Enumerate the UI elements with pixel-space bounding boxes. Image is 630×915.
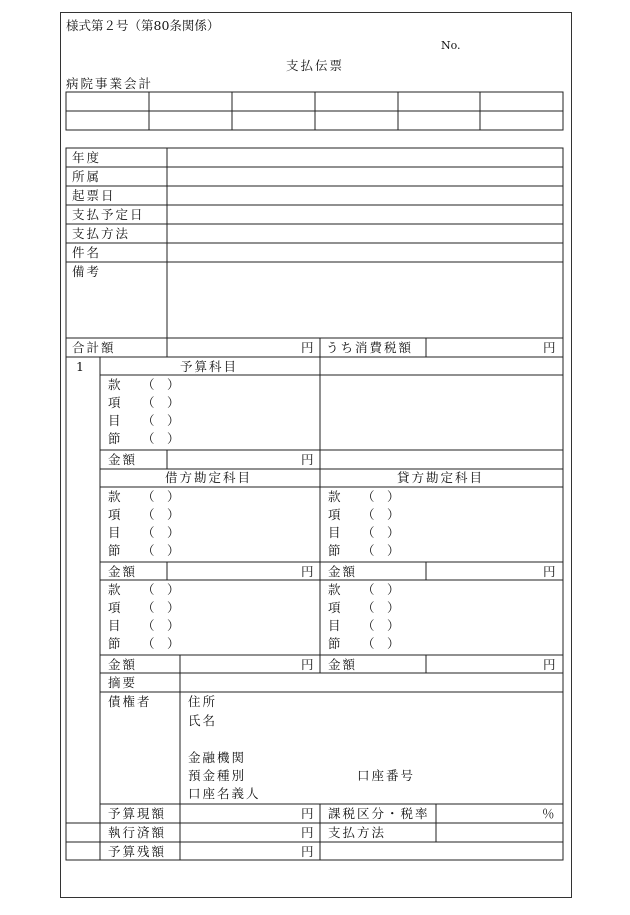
total-yen-unit: 円: [301, 340, 314, 355]
debit-heading: 借方勘定科目: [165, 470, 253, 485]
credit1-kan-label: 款: [328, 489, 341, 504]
remarks-label: 備考: [72, 264, 102, 279]
creditor-address-label: 住所: [188, 694, 218, 709]
debit1-yen-unit: 円: [301, 564, 314, 579]
credit1-kan-paren: （ ）: [362, 489, 400, 504]
debit2-moku-label: 目: [108, 618, 121, 633]
bank-label: 金融機関: [188, 750, 247, 765]
debit1-amount-label: 金額: [108, 564, 138, 579]
debit2-setsu-label: 節: [108, 636, 121, 651]
credit2-setsu-paren: （ ）: [362, 636, 400, 651]
budget-setsu-label: 節: [108, 431, 121, 446]
payment-method-label: 支払方法: [72, 226, 131, 241]
debit1-setsu-paren: （ ）: [142, 543, 180, 558]
department-label: 所属: [72, 169, 102, 184]
credit1-kou-label: 項: [328, 507, 341, 522]
fiscal-year-label: 年度: [72, 150, 102, 165]
credit-heading: 貸方勘定科目: [397, 470, 485, 485]
debit2-kou-label: 項: [108, 600, 121, 615]
budget-yen-unit: 円: [301, 452, 314, 467]
debit1-setsu-label: 節: [108, 543, 121, 558]
executed-label: 執行済額: [108, 825, 167, 840]
credit2-kan-paren: （ ）: [362, 582, 400, 597]
budget-heading: 予算科目: [180, 359, 239, 374]
budget-current-label: 予算現額: [108, 806, 167, 821]
budget-kan-label: 款: [108, 377, 121, 392]
debit2-kou-paren: （ ）: [142, 600, 180, 615]
credit1-yen-unit: 円: [543, 564, 556, 579]
credit2-yen-unit: 円: [543, 657, 556, 672]
budget-kou-label: 項: [108, 395, 121, 410]
debit1-kou-label: 項: [108, 507, 121, 522]
credit2-moku-paren: （ ）: [362, 618, 400, 633]
budget-kou-paren: （ ）: [142, 395, 180, 410]
account-holder-label: 口座名義人: [188, 786, 261, 801]
credit2-moku-label: 目: [328, 618, 341, 633]
account-number-label: 口座番号: [357, 768, 416, 783]
debit1-kan-label: 款: [108, 489, 121, 504]
debit2-kan-label: 款: [108, 582, 121, 597]
budget-amount-label: 金額: [108, 452, 138, 467]
deposit-type-label: 預金種別: [188, 768, 247, 783]
debit2-amount-label: 金額: [108, 657, 138, 672]
total-label: 合計額: [72, 340, 116, 355]
debit2-moku-paren: （ ）: [142, 618, 180, 633]
tax-class-label: 課税区分・税率: [328, 806, 430, 821]
document-no-label: No.: [441, 39, 461, 52]
debit2-setsu-paren: （ ）: [142, 636, 180, 651]
debit1-moku-label: 目: [108, 525, 121, 540]
budget-moku-label: 目: [108, 413, 121, 428]
executed-yen-unit: 円: [301, 825, 314, 840]
summary-label: 摘要: [108, 675, 138, 690]
subject-label: 件名: [72, 245, 102, 260]
form-number: 様式第２号（第80条関係）: [66, 18, 220, 33]
credit1-moku-paren: （ ）: [362, 525, 400, 540]
debit1-moku-paren: （ ）: [142, 525, 180, 540]
tax-included-label: うち消費税額: [326, 340, 414, 355]
draft-date-label: 起票日: [72, 188, 116, 203]
tax-yen-unit: 円: [543, 340, 556, 355]
remaining-yen-unit: 円: [301, 844, 314, 859]
credit1-setsu-paren: （ ）: [362, 543, 400, 558]
credit1-moku-label: 目: [328, 525, 341, 540]
page-title: 支払伝票: [286, 58, 345, 73]
creditor-name-label: 氏名: [188, 713, 218, 728]
creditor-label: 債権者: [108, 694, 152, 709]
budget-setsu-paren: （ ）: [142, 431, 180, 446]
debit1-kan-paren: （ ）: [142, 489, 180, 504]
percent-unit: ％: [542, 806, 555, 821]
budget-kan-paren: （ ）: [142, 377, 180, 392]
credit2-setsu-label: 節: [328, 636, 341, 651]
credit2-kou-paren: （ ）: [362, 600, 400, 615]
remaining-label: 予算残額: [108, 844, 167, 859]
debit2-yen-unit: 円: [301, 657, 314, 672]
credit1-kou-paren: （ ）: [362, 507, 400, 522]
account-name: 病院事業会計: [66, 76, 154, 91]
debit2-kan-paren: （ ）: [142, 582, 180, 597]
credit1-amount-label: 金額: [328, 564, 358, 579]
budget-moku-paren: （ ）: [142, 413, 180, 428]
scheduled-date-label: 支払予定日: [72, 207, 145, 222]
entry-index: 1: [76, 359, 84, 374]
credit2-kan-label: 款: [328, 582, 341, 597]
footer-payment-method-label: 支払方法: [328, 825, 387, 840]
debit1-kou-paren: （ ）: [142, 507, 180, 522]
budget-current-yen-unit: 円: [301, 806, 314, 821]
credit2-amount-label: 金額: [328, 657, 358, 672]
credit1-setsu-label: 節: [328, 543, 341, 558]
credit2-kou-label: 項: [328, 600, 341, 615]
